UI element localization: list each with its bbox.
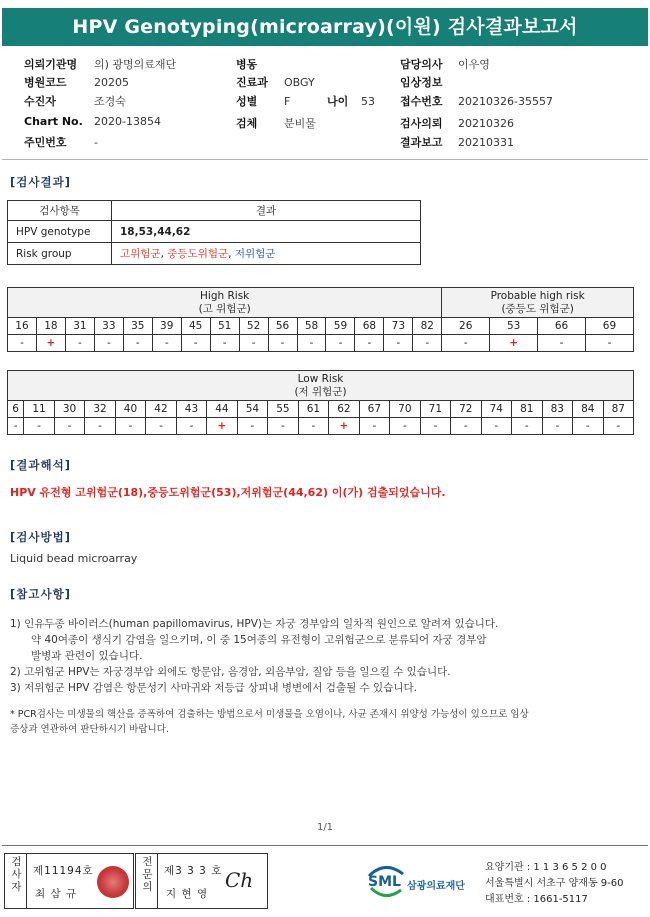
examiner-tag xyxy=(5,854,27,908)
genotype-type-cell: 35 xyxy=(123,318,152,335)
genotype-result-cell: - xyxy=(420,418,450,435)
genotype-type-cell: 73 xyxy=(384,318,413,335)
genotype-type-cell: 83 xyxy=(542,401,572,418)
logo-text: SML xyxy=(368,874,401,890)
genotype-type-cell: 45 xyxy=(181,318,210,335)
genotype-type-cell: 82 xyxy=(413,318,442,335)
genotype-type-cell: 40 xyxy=(115,401,145,418)
examiner-number: 제11194호 xyxy=(33,865,94,877)
genotype-result-cell: - xyxy=(65,335,94,352)
genotype-type-cell: 44 xyxy=(207,401,237,418)
genotype-result-cell: - xyxy=(481,418,511,435)
genotype-type-cell: 42 xyxy=(146,401,176,418)
note-line: 1) 인유두종 바이러스(human papillomavirus, HPV)는 자궁 경부암의 일차적 원인으로 알려져 있습니다. xyxy=(10,618,499,630)
patient-row: 수진자 조경숙 xyxy=(24,95,126,108)
method-text: Liquid bead microarray xyxy=(10,552,138,565)
genotype-result-cell: + xyxy=(207,418,237,435)
genotype-result-cell: - xyxy=(512,418,542,435)
page-number: 1/1 xyxy=(316,822,334,833)
risk-high: 고위험군 xyxy=(120,248,161,260)
hospital-code-row: 병원코드 20205 xyxy=(24,76,129,89)
note-line: 2) 고위험군 HPV는 자궁경부암 외에도 항문암, 음경암, 외음부암, 질암 등을 일으킬 수 있습니다. xyxy=(10,666,451,678)
genotype-result-cell: - xyxy=(359,418,389,435)
risk-sep-1: , xyxy=(160,248,168,260)
genotype-type-cell: 16 xyxy=(8,318,37,335)
genotype-result-cell: - xyxy=(152,335,181,352)
genotype-type-cell: 51 xyxy=(210,318,239,335)
probable-risk-header xyxy=(442,288,634,318)
risk-label: Risk group xyxy=(8,243,112,265)
specialist-number: 제3 3 3 호 xyxy=(164,865,223,877)
footer-divider xyxy=(2,845,648,846)
low-risk-table xyxy=(7,370,634,435)
examiner-name: 최 삼 규 xyxy=(35,888,78,900)
genotype-result-cell: - xyxy=(326,335,355,352)
genotype-result-cell: - xyxy=(54,418,84,435)
risk-mid: 중등도위험군 xyxy=(167,248,229,260)
examiner-signature-box xyxy=(4,853,134,909)
genotype-type-cell: 56 xyxy=(268,318,297,335)
report-date-row: 결과보고 20210331 xyxy=(400,136,514,149)
genotype-result-cell: - xyxy=(268,418,298,435)
org-phone: 대표번호 : 1661-5117 xyxy=(485,894,588,905)
header-divider xyxy=(2,159,648,160)
genotype-type-cell: 32 xyxy=(85,401,115,418)
genotype-result-cell: - xyxy=(573,418,603,435)
genotype-type-cell: 55 xyxy=(268,401,298,418)
section-method: [검사방법] xyxy=(10,530,71,544)
specimen-row: 검체 분비물 xyxy=(236,117,316,130)
notes-list xyxy=(10,616,640,696)
genotype-type-cell: 67 xyxy=(359,401,389,418)
genotype-result-cell: - xyxy=(123,335,152,352)
genotype-type-cell: 18 xyxy=(36,318,65,335)
report-title: HPV Genotyping(microarray)(이원) 검사결과보고서 xyxy=(2,8,648,46)
genotype-type-cell: 30 xyxy=(54,401,84,418)
genotype-result-cell: - xyxy=(451,418,481,435)
genotype-result-cell: - xyxy=(542,418,572,435)
high-result-row xyxy=(8,335,634,352)
genotype-type-cell: 31 xyxy=(65,318,94,335)
genotype-type-cell: 69 xyxy=(585,318,633,335)
genotype-result-cell: - xyxy=(585,335,633,352)
genotype-result-cell: - xyxy=(413,335,442,352)
genotype-result-cell: - xyxy=(8,335,37,352)
genotype-result-cell: - xyxy=(355,335,384,352)
genotype-type-cell: 72 xyxy=(451,401,481,418)
col-item-header: 검사항목 xyxy=(8,201,112,221)
low-result-row xyxy=(8,418,634,435)
risk-low: 저위험군 xyxy=(234,248,276,260)
genotype-result-cell: - xyxy=(239,335,268,352)
probable-risk-subtitle: (중등도 위험군) xyxy=(501,302,574,315)
genotype-result-cell: - xyxy=(115,418,145,435)
genotype-type-cell: 81 xyxy=(512,401,542,418)
section-result: [검사결과] xyxy=(10,175,71,189)
genotype-result-cell: - xyxy=(85,418,115,435)
request-row: 검사의뢰 20210326 xyxy=(400,117,514,130)
genotype-type-cell: 58 xyxy=(297,318,326,335)
genotype-type-cell: 54 xyxy=(237,401,267,418)
ward-row: 병동 xyxy=(236,58,258,71)
chart-row: Chart No. 2020-13854 xyxy=(24,115,161,128)
genotype-type-cell: 84 xyxy=(573,401,603,418)
specialist-tag xyxy=(136,854,158,908)
genotype-result-cell: - xyxy=(146,418,176,435)
genotype-type-cell: 61 xyxy=(298,401,328,418)
footnote-line: * PCR검사는 미생물의 핵산을 증폭하여 검출하는 방법으로서 미생물을 오염이나, 사균 존재시 위양성 가능성이 있으므로 임상 xyxy=(10,709,529,720)
genotype-result-cell: - xyxy=(298,418,328,435)
genotype-result-cell: + xyxy=(490,335,538,352)
examiner-tag-text: 검사자 xyxy=(10,856,22,894)
genotype-result-cell: - xyxy=(176,418,206,435)
low-risk-header xyxy=(8,371,634,401)
footnote-line: 증상과 연관하여 판단하시기 바랍니다. xyxy=(10,724,169,735)
risk-value xyxy=(112,243,421,265)
genotype-result-cell: - xyxy=(390,418,420,435)
age-row: 나이 53 xyxy=(327,95,375,108)
logo-subtext: 삼광의료재단 xyxy=(407,881,465,892)
institution-row: 의뢰기관명 의) 광명의료재단 xyxy=(24,58,177,71)
genotype-result-cell: + xyxy=(36,335,65,352)
genotype-result-cell: - xyxy=(268,335,297,352)
section-interpretation: [결과해석] xyxy=(10,458,71,472)
genotype-type-cell: 66 xyxy=(538,318,586,335)
note-line: 발병과 관련이 있습니다. xyxy=(31,650,143,662)
genotype-result-cell: - xyxy=(442,335,490,352)
genotype-type-cell: 59 xyxy=(326,318,355,335)
genotype-result-cell: - xyxy=(181,335,210,352)
high-risk-title: High Risk xyxy=(200,290,250,303)
genotype-type-cell: 68 xyxy=(355,318,384,335)
low-risk-title: Low Risk xyxy=(297,373,344,386)
genotype-type-cell: 11 xyxy=(24,401,54,418)
clinical-row: 임상정보 xyxy=(400,76,443,89)
genotype-value: 18,53,44,62 xyxy=(112,221,421,243)
footnote xyxy=(10,707,640,737)
genotype-type-cell: 70 xyxy=(390,401,420,418)
risk-sep-2: , xyxy=(228,248,235,260)
genotype-type-cell: 26 xyxy=(442,318,490,335)
doctor-row: 담당의사 이우영 xyxy=(400,58,490,71)
genotype-type-cell: 71 xyxy=(420,401,450,418)
org-info xyxy=(485,860,624,908)
genotype-type-cell: 74 xyxy=(481,401,511,418)
org-address: 서울특별시 서초구 양재동 9-60 xyxy=(485,878,624,889)
result-table xyxy=(7,200,421,265)
genotype-result-cell: - xyxy=(94,335,123,352)
col-result-header: 결과 xyxy=(112,201,421,221)
genotype-result-cell: - xyxy=(210,335,239,352)
section-notes: [참고사항] xyxy=(10,587,71,601)
genotype-type-cell: 39 xyxy=(152,318,181,335)
low-type-row xyxy=(8,401,634,418)
handwritten-signature: Ch xyxy=(225,868,254,892)
high-risk-subtitle: (고 위험군) xyxy=(198,302,251,315)
genotype-result-cell: - xyxy=(237,418,267,435)
genotype-result-cell: - xyxy=(297,335,326,352)
genotype-type-cell: 6 xyxy=(8,401,24,418)
patient-info xyxy=(24,54,634,154)
sex-row: 성별 F xyxy=(236,95,291,108)
low-risk-subtitle: (저 위험군) xyxy=(294,385,347,398)
genotype-type-cell: 87 xyxy=(603,401,634,418)
genotype-result-cell: - xyxy=(384,335,413,352)
seal-stamp xyxy=(97,866,129,898)
genotype-type-cell: 33 xyxy=(94,318,123,335)
dept-row: 진료과 OBGY xyxy=(236,76,315,89)
genotype-type-cell: 43 xyxy=(176,401,206,418)
org-code: 요양기관 : 1 1 3 6 5 2 0 0 xyxy=(485,862,607,873)
interpretation-text: HPV 유전형 고위험군(18),중등도위험군(53),저위험군(44,62) 이(가) 검출되었습니다. xyxy=(10,486,446,499)
high-type-row xyxy=(8,318,634,335)
id-row: 주민번호 - xyxy=(24,136,98,149)
receipt-row: 접수번호 20210326-35557 xyxy=(400,95,553,108)
genotype-type-cell: 52 xyxy=(239,318,268,335)
genotype-result-cell: - xyxy=(24,418,54,435)
genotype-result-cell: - xyxy=(603,418,634,435)
specialist-tag-text: 전문의 xyxy=(141,856,153,894)
note-line: 3) 저위험군 HPV 감염은 항문성기 사마귀와 저등급 상피내 병변에서 검출될 수 있습니다. xyxy=(10,682,417,694)
genotype-type-cell: 53 xyxy=(490,318,538,335)
high-risk-header xyxy=(8,288,442,318)
specialist-signature-box xyxy=(135,853,268,909)
genotype-result-cell: + xyxy=(329,418,359,435)
sml-logo xyxy=(363,858,489,904)
genotype-result-cell: - xyxy=(538,335,586,352)
genotype-result-cell: - xyxy=(8,418,24,435)
probable-risk-title: Probable high risk xyxy=(490,290,585,303)
genotype-type-cell: 62 xyxy=(329,401,359,418)
high-risk-table xyxy=(7,287,634,352)
note-line: 약 40여종이 생식기 감염을 일으키며, 이 중 15여종의 유전형이 고위험군으로 분류되어 자궁 경부암 xyxy=(31,634,487,646)
genotype-label: HPV genotype xyxy=(8,221,112,243)
specialist-name: 지 현 영 xyxy=(166,888,209,900)
